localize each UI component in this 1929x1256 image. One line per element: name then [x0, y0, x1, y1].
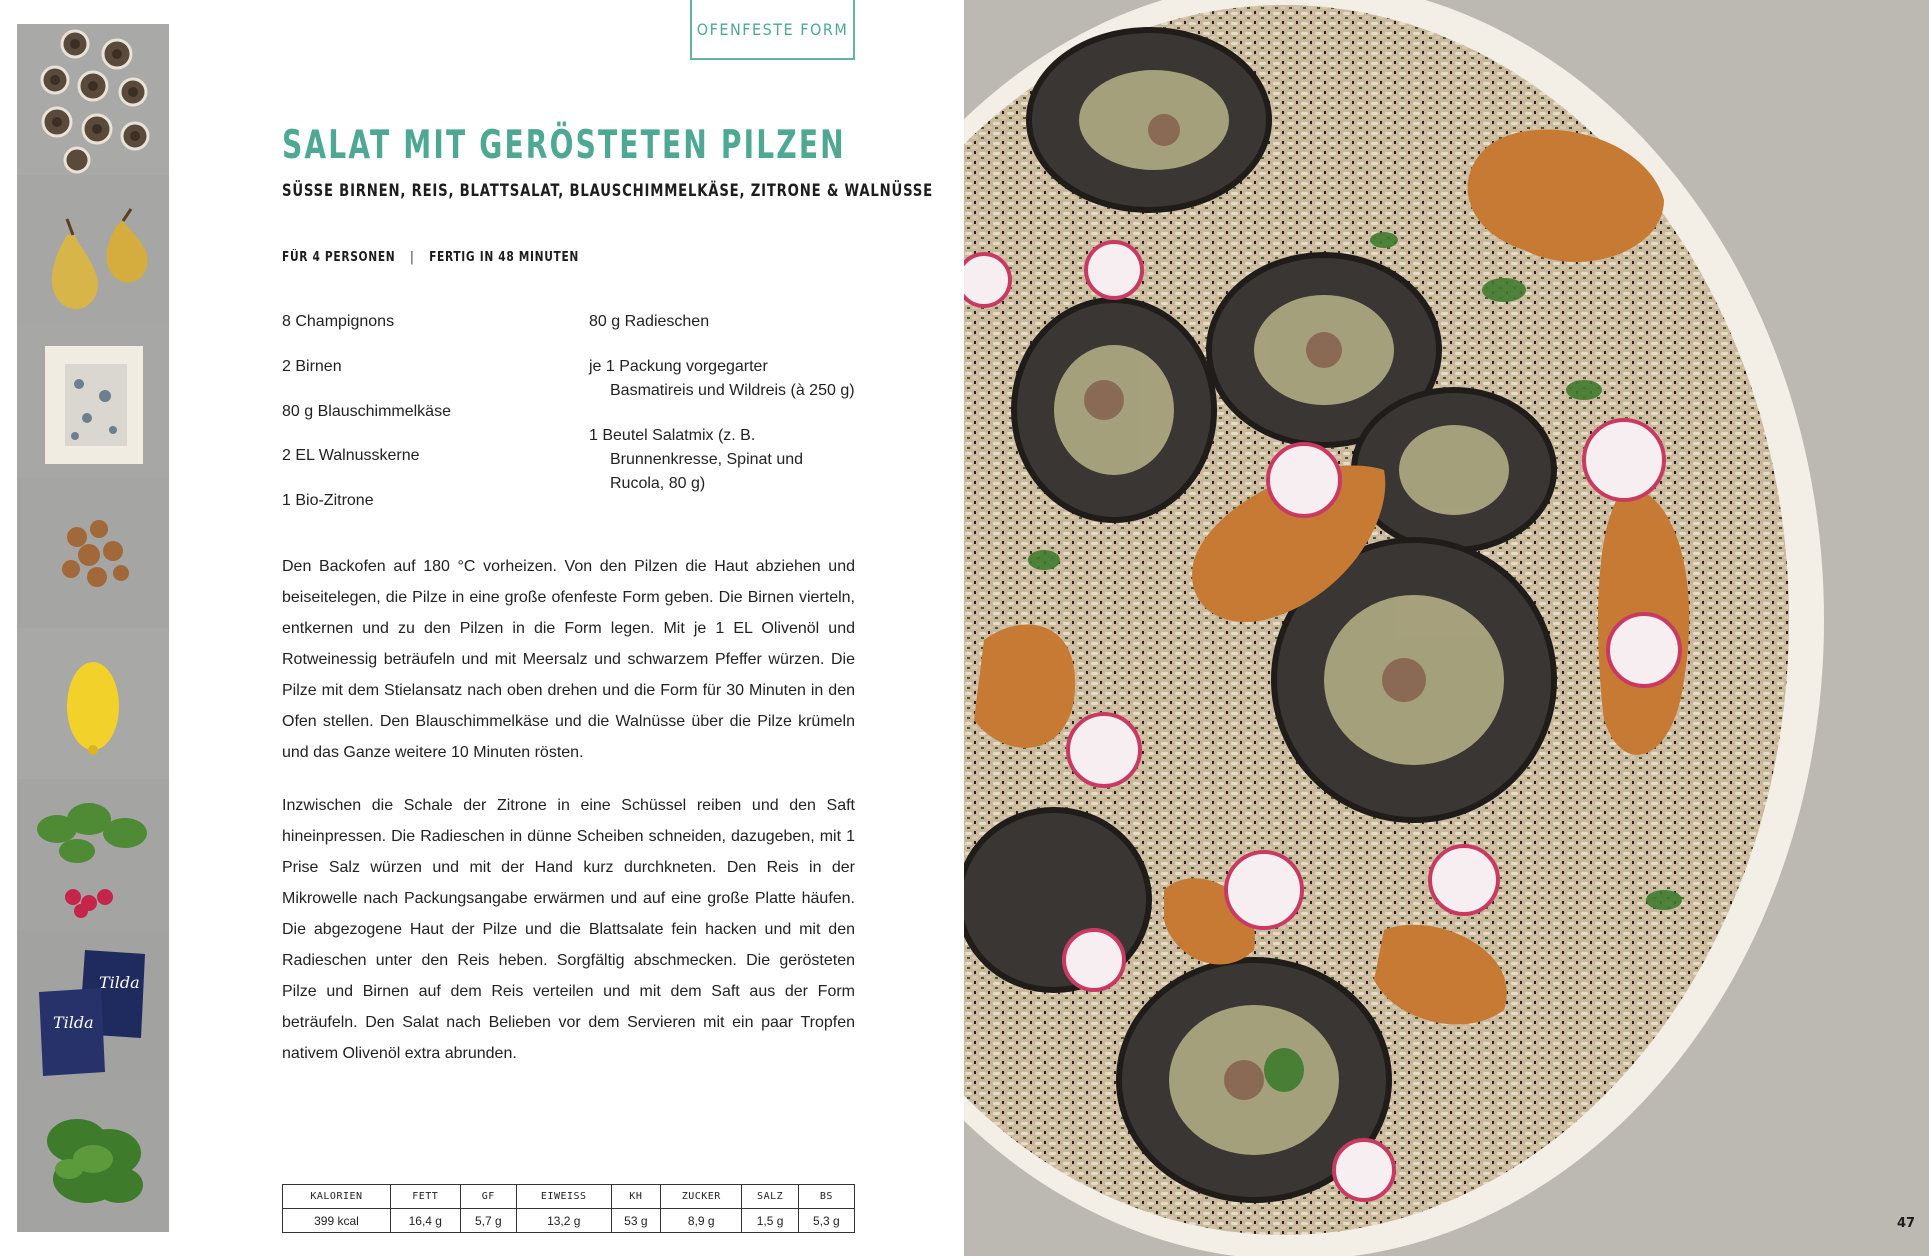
nutrition-header-cell: FETT [390, 1185, 460, 1209]
ingredient-item: 1 Bio-Zitrone [282, 492, 374, 509]
ingredient-item: je 1 Packung vorgegarter Basmatireis und Wildreis (à 250 g) [589, 358, 855, 399]
ingredient-item: 80 g Radieschen [589, 313, 710, 330]
ingredient-item: 1 Beutel Salatmix (z. B. Brunnenkresse, Spinat und Rucola, 80 g) [589, 427, 804, 492]
ingredient-item: 2 Birnen [282, 358, 342, 375]
servings-label: FÜR 4 PERSONEN [282, 250, 396, 265]
nutrition-value-row [283, 1209, 855, 1233]
dish-photo [964, 0, 1929, 1256]
recipe-subtitle: SÜSSE BIRNEN, REIS, BLATTSALAT, BLAUSCHIMMELKÄSE, ZITRONE & WALNÜSSE [282, 181, 933, 201]
nutrition-value-cell: 53 g [611, 1209, 660, 1233]
nutrition-header-cell: SALZ [742, 1185, 798, 1209]
oven-dish-tag [690, 0, 855, 60]
ingredient-item: 2 EL Walnusskerne [282, 447, 420, 464]
rice-brand-label-2: Tilda [53, 1013, 94, 1032]
nutrition-table [282, 1184, 855, 1233]
radishes-image [17, 779, 169, 930]
ingredient-photo-strip [17, 24, 169, 1232]
nutrition-value-cell: 5,7 g [460, 1209, 516, 1233]
meta-separator: | [410, 250, 415, 265]
pears-image [17, 175, 169, 326]
blue-cheese-image [17, 326, 169, 477]
salad-leaves-image [17, 1081, 169, 1232]
method-paragraph-2: Inzwischen die Schale der Zitrone in eine Schüssel reiben und den Saft hineinpressen. Die Radieschen in dünne Scheiben schneiden, dazugeben, mit 1 Prise Salz würzen und mit der Hand kurz durchkneten. Den Reis in der Mikrowelle nach Packungsangabe erwärmen und auf eine große Platte häufen. Die abgezogene Haut der Pilze und die Blattsalate fein hacken und mit den Radieschen unter den Reis heben. Sorgfältig abschmecken. Die gerösteten Pilze und Birnen auf dem Reis verteilen und mit dem Saft aus der Form beträufeln. Den Salat nach Belieben vor dem Servieren mit ein paar Tropfen nativem Olivenöl extra abrunden. [282, 797, 855, 1062]
tag-label: OFENFESTE FORM [696, 19, 849, 39]
recipe-meta [282, 250, 579, 265]
nutrition-header-cell: GF [460, 1185, 516, 1209]
ingredient-item: 8 Champignons [282, 313, 395, 330]
nutrition-value-cell: 13,2 g [516, 1209, 611, 1233]
method-paragraph-1: Den Backofen auf 180 °C vorheizen. Von den Pilzen die Haut abziehen und beiseitelegen, die Pilze in eine große ofenfeste Form geben. Die Birnen vierteln, entkernen und zu den Pilzen in die Form legen. Mit je 1 EL Olivenöl und Rotweinessig beträufeln und mit Meersalz und schwarzem Pfeffer würzen. Die Pilze mit dem Stielansatz nach oben drehen und die Form für 30 Minuten in den Ofen stellen. Den Blauschimmelkäse und die Walnüsse über die Pilze krümeln und das Ganze weitere 10 Minuten rösten. [282, 558, 855, 761]
nutrition-value-cell: 399 kcal [283, 1209, 391, 1233]
nutrition-header-cell: KH [611, 1185, 660, 1209]
nutrition-header-row [283, 1185, 855, 1209]
recipe-title: SALAT MIT GERÖSTETEN PILZEN [282, 123, 846, 168]
nutrition-header-cell: ZUCKER [661, 1185, 742, 1209]
nutrition-header-cell: KALORIEN [283, 1185, 391, 1209]
mushrooms-image [17, 24, 169, 175]
nutrition-value-cell: 1,5 g [742, 1209, 798, 1233]
page-number: 47 [1897, 1216, 1916, 1231]
nutrition-header-cell: BS [798, 1185, 854, 1209]
rice-brand-label: Tilda [99, 973, 140, 992]
lemon-image [17, 628, 169, 779]
rice-packets-image [17, 930, 169, 1081]
ingredient-item: 80 g Blauschimmelkäse [282, 403, 451, 420]
nutrition-value-cell: 16,4 g [390, 1209, 460, 1233]
nutrition-value-cell: 8,9 g [661, 1209, 742, 1233]
nutrition-value-cell: 5,3 g [798, 1209, 854, 1233]
nutrition-header-cell: EIWEISS [516, 1185, 611, 1209]
time-label: FERTIG IN 48 MINUTEN [429, 250, 580, 265]
walnuts-image [17, 477, 169, 628]
